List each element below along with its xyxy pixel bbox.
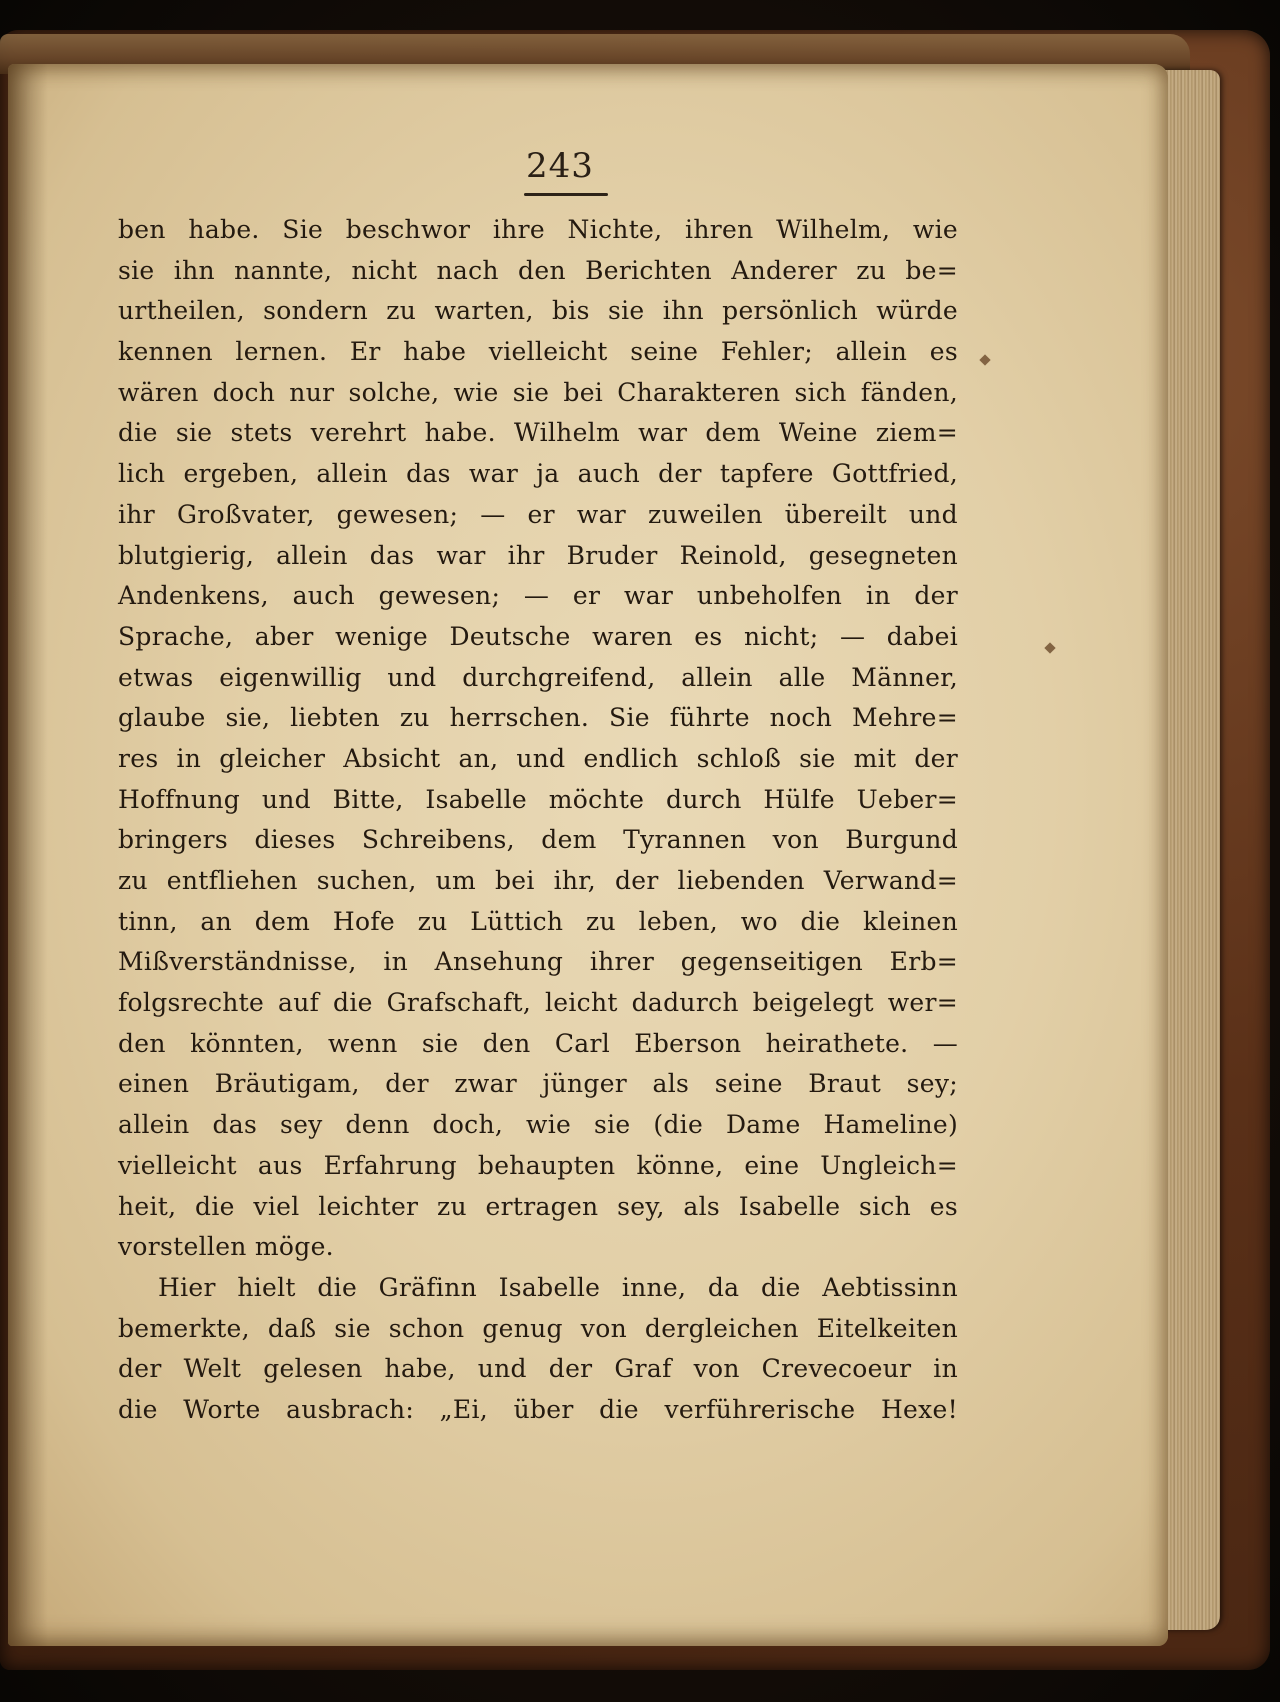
text-line: vorstellen möge. bbox=[118, 1232, 334, 1262]
text-line: zu entfliehen suchen, um bei ihr, der liebenden Verwand= bbox=[118, 866, 958, 895]
text-line: Andenkens, auch gewesen; — er war unbeholfen in der bbox=[118, 581, 958, 611]
text-line: ben habe. Sie beschwor ihre Nichte, ihren Wilhelm, wie bbox=[118, 215, 958, 244]
text-line: Hoffnung und Bitte, Isabelle möchte durch Hülfe Ueber= bbox=[118, 784, 958, 814]
text-line: wären doch nur solche, wie sie bei Charakteren sich fänden, bbox=[118, 377, 958, 407]
text-line: heit, die viel leichter zu ertragen sey, als Isabelle sich es bbox=[118, 1191, 958, 1221]
text-line: vielleicht aus Erfahrung behaupten könne, eine Ungleich= bbox=[118, 1150, 958, 1180]
text-line: urtheilen, sondern zu warten, bis sie ihn persönlich würde bbox=[118, 296, 958, 326]
text-line: ihr Großvater, gewesen; — er war zuweilen übereilt und bbox=[118, 499, 958, 529]
text-line: Hier hielt die Gräfinn Isabelle inne, da die Aebtissinn bbox=[158, 1272, 958, 1302]
text-line: allein das sey denn doch, wie sie (die Dame Hameline) bbox=[118, 1110, 958, 1140]
page-number: 243 bbox=[526, 146, 594, 186]
text-line: bemerkte, daß sie schon genug von dergleichen Eitelkeiten bbox=[118, 1313, 958, 1343]
text-line: die sie stets verehrt habe. Wilhelm war dem Weine ziem= bbox=[118, 418, 958, 448]
page-text bbox=[118, 210, 958, 1431]
text-line: blutgierig, allein das war ihr Bruder Reinold, gesegneten bbox=[118, 540, 958, 570]
text-line: lich ergeben, allein das war ja auch der tapfere Gottfried, bbox=[118, 459, 958, 489]
text-line: bringers dieses Schreibens, dem Tyrannen von Burgund bbox=[118, 825, 958, 855]
text-line: kennen lernen. Er habe vielleicht seine Fehler; allein es bbox=[118, 337, 958, 367]
text-line: folgsrechte auf die Grafschaft, leicht dadurch beigelegt wer= bbox=[118, 988, 958, 1018]
page-number-rule bbox=[524, 193, 608, 196]
text-line: Sprache, aber wenige Deutsche waren es nicht; — dabei bbox=[118, 621, 958, 651]
text-line: einen Bräutigam, der zwar jünger als seine Braut sey; bbox=[118, 1069, 958, 1099]
text-line: Mißverständnisse, in Ansehung ihrer gegenseitigen Erb= bbox=[118, 947, 958, 977]
text-line: etwas eigenwillig und durchgreifend, allein alle Männer, bbox=[118, 662, 958, 692]
text-line: den könnten, wenn sie den Carl Eberson heirathete. — bbox=[118, 1028, 958, 1058]
text-line: res in gleicher Absicht an, und endlich schloß sie mit der bbox=[118, 743, 958, 773]
text-line: glaube sie, liebten zu herrschen. Sie führte noch Mehre= bbox=[118, 703, 958, 733]
text-line: der Welt gelesen habe, und der Graf von Crevecoeur in bbox=[118, 1354, 958, 1384]
text-line: sie ihn nannte, nicht nach den Berichten Anderer zu be= bbox=[118, 255, 958, 285]
gutter-shadow bbox=[8, 64, 48, 1646]
text-line: die Worte ausbrach: „Ei, über die verführerische Hexe! bbox=[118, 1394, 958, 1424]
text-line: tinn, an dem Hofe zu Lüttich zu leben, wo die kleinen bbox=[118, 906, 958, 936]
